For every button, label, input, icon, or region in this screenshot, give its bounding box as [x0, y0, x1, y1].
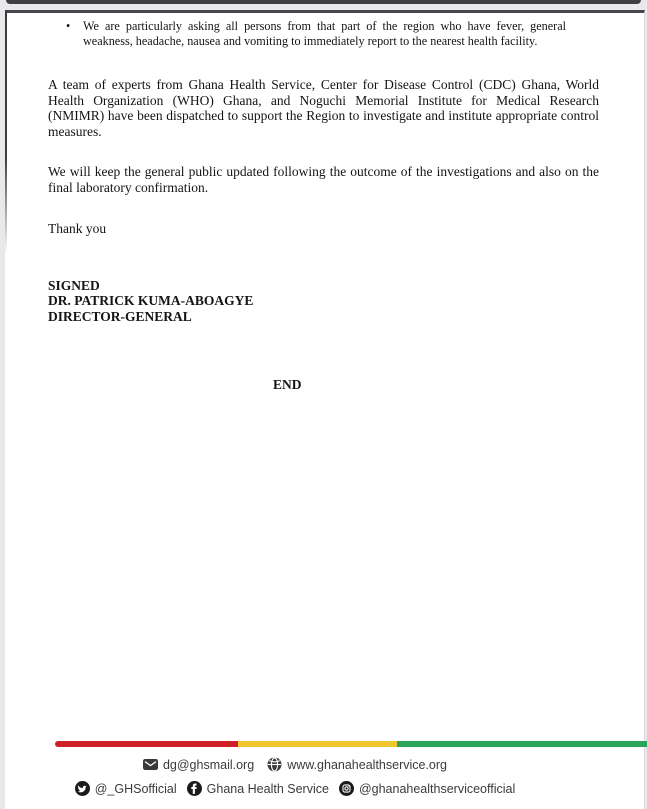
page-left-edge [5, 10, 7, 255]
bullet-point [66, 19, 566, 49]
document-body [5, 13, 644, 393]
globe-icon [267, 757, 282, 772]
email-text: dg@ghsmail.org [162, 757, 255, 772]
twitter-icon [75, 781, 90, 796]
facebook-text: Ghana Health Service [206, 781, 329, 796]
end-marker: END [273, 377, 302, 392]
signature-block [48, 278, 599, 325]
facebook-icon [187, 781, 202, 796]
paragraph-update: We will keep the general public updated following the outcome of the investigations and also on the final laboratory confirmation. [48, 164, 599, 195]
envelope-icon [143, 759, 158, 770]
signatory-name: DR. PATRICK KUMA-ABOAGYE [48, 293, 254, 308]
flag-bar-yellow-segment [238, 741, 397, 747]
website-text: www.ghanahealthservice.org [287, 757, 448, 772]
footer-contact-row [0, 757, 590, 772]
bullet-text: We are particularly asking all persons from that part of the region who have fever, general weakness, headache, nausea and vomiting to immediately report to the nearest health facility. [83, 19, 566, 48]
facebook-link[interactable] [187, 781, 329, 796]
previous-page-edge [6, 0, 641, 4]
website-link[interactable] [267, 757, 447, 772]
footer-social-row [0, 781, 590, 796]
instagram-link[interactable] [339, 781, 515, 796]
signed-label: SIGNED [48, 277, 100, 293]
ghana-flag-bar [55, 741, 647, 747]
flag-bar-green-segment [397, 741, 647, 747]
bullet-marker: • [66, 19, 71, 33]
twitter-text: @_GHSofficial [94, 781, 177, 796]
instagram-icon [339, 781, 354, 796]
press-release-page [5, 10, 645, 809]
flag-bar-red-segment [55, 741, 238, 747]
instagram-text: @ghanahealthserviceofficial [358, 781, 516, 796]
email-link[interactable] [143, 758, 254, 772]
closing-text: Thank you [48, 221, 107, 236]
twitter-link[interactable] [75, 781, 177, 796]
signatory-title: DIRECTOR-GENERAL [48, 308, 192, 324]
paragraph-experts: A team of experts from Ghana Health Service, Center for Disease Control (CDC) Ghana, World Health Organization (WHO) Ghana, and Noguchi Memorial Institute for Medical Research (NMIMR) have been dispatched to support the Region to investigate and institute appropriate control measures. [48, 77, 599, 139]
